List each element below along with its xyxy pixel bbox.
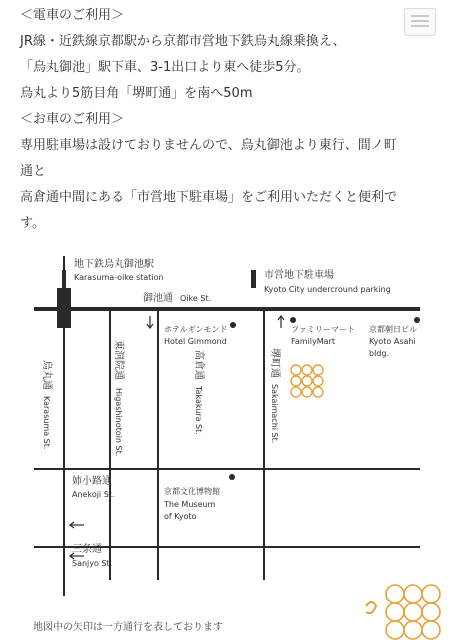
hotel-label-en: Hotel Gimmond xyxy=(164,337,227,346)
sakaimachi-label-jp: 堺町通 xyxy=(269,348,280,378)
station-label-en: Karasuma-oike station xyxy=(74,273,164,282)
familymart-label-en: FamilyMart xyxy=(291,337,335,346)
higashinotoin-label-en: Higashinotoin St. xyxy=(114,388,123,457)
hotel-label-jp: ホテルギンモンド xyxy=(164,325,228,334)
logo-circles-icon xyxy=(366,585,440,639)
train-access-line-2: 「烏丸御池」駅下車、3-1出口より東へ徒歩5分。 xyxy=(20,60,310,75)
building-dot-icon xyxy=(229,474,235,480)
museum-label-jp: 京都文化博物館 xyxy=(164,487,220,496)
oike-label-jp: 御池通 xyxy=(143,293,173,304)
train-access-line-3: 烏丸より5筋目角「堺町通」を南へ50m xyxy=(20,86,253,101)
anekoji-label-jp: 姉小路通 xyxy=(72,476,112,487)
museum-label-en-1: The Museum xyxy=(164,500,216,509)
car-access-line-1: 専用駐車場は設けておりませんので、烏丸御池より東行、間ノ町 xyxy=(20,138,397,153)
asahi-label-en-2: bldg. xyxy=(369,349,389,358)
museum-label-en-2: of Kyoto xyxy=(164,512,197,521)
car-access-line-2: 通と xyxy=(20,164,47,179)
parking-marker-icon xyxy=(251,270,256,288)
one-way-arrow-icon xyxy=(278,316,284,328)
car-access-line-3: 高倉通中間にある「市営地下駐車場」をご利用いただくと便利で xyxy=(20,190,398,205)
sanjo-label-jp: 三条通 xyxy=(72,544,102,555)
one-way-arrow-icon xyxy=(147,316,153,328)
oike-label-en: Oike St. xyxy=(180,294,212,303)
parking-label-en: Kyoto City undercround parking xyxy=(264,285,391,294)
station-label-jp: 地下鉄烏丸御池駅 xyxy=(74,259,154,270)
takakura-label-en: Takakura St. xyxy=(194,386,203,435)
anekoji-label-en: Anekoji St. xyxy=(72,490,115,499)
sanjo-label-en: Sanjyo St. xyxy=(72,559,113,568)
asahi-label-en-1: Kyoto Asahi xyxy=(369,337,416,346)
train-access-line-1: JR線・近鉄線京都駅から京都市営地下鉄烏丸線乗換え、 xyxy=(20,34,346,49)
karasuma-label-jp: 烏丸通 xyxy=(41,360,52,390)
karasuma-label-en: Karasuma St. xyxy=(42,396,51,450)
train-access-header: ＜電車のご利用＞ xyxy=(20,8,125,23)
higashinotoin-label-jp: 東洞院通 xyxy=(113,340,124,380)
one-way-arrow-icon xyxy=(70,522,84,528)
parking-label-jp: 市営地下駐車場 xyxy=(264,270,334,281)
station-marker-icon xyxy=(57,288,71,328)
building-dot-icon xyxy=(290,317,296,323)
asahi-label-jp: 京都朝日ビル xyxy=(369,325,417,334)
car-access-line-4: す。 xyxy=(20,216,45,231)
takakura-label-jp: 高倉通 xyxy=(193,350,204,380)
familymart-label-jp: ファミリーマート xyxy=(291,325,355,334)
building-dot-icon xyxy=(414,317,420,323)
location-circles-icon xyxy=(291,365,323,397)
sakaimachi-label-en: Sakaimachi St. xyxy=(270,384,279,444)
building-dot-icon xyxy=(230,322,236,328)
footer-note: 地図中の矢印は一方通行を表しております xyxy=(33,622,223,633)
car-access-header: ＜お車のご利用＞ xyxy=(20,112,125,127)
